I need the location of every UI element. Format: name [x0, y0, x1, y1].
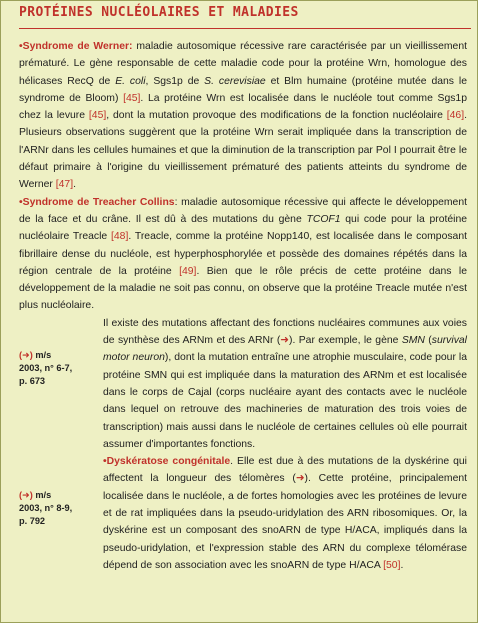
text-run: . La protéine Wrn est localisée dans le nucléole tout comme Sgs1p chez la levure	[19, 92, 467, 122]
treacher-paragraph	[19, 194, 467, 315]
werner-paragraph	[19, 38, 467, 194]
margin-note-line: 2003, n° 8-9,	[19, 503, 73, 514]
werner-term: Syndrome de Werner:	[22, 41, 133, 52]
reference-48[interactable]: [48]	[111, 231, 129, 243]
arrow-icon: (➜)	[19, 349, 33, 360]
bullet: •	[19, 196, 23, 208]
gene-name: TCOF1	[306, 213, 341, 225]
text-run: ). Par exemple, le gène	[289, 335, 402, 347]
arrow-icon[interactable]: ➜	[280, 335, 290, 347]
text-run: .	[73, 179, 76, 191]
text-run: . Elle est due à des mutations de la dyskérine qui affectent la longueur des télomères (	[103, 456, 467, 485]
dyskeratose-term: Dyskératose congénitale	[106, 456, 231, 468]
reference-47[interactable]: [47]	[55, 179, 74, 191]
reference-49[interactable]: [49]	[179, 265, 197, 277]
text-run: . Plusieurs observations suggèrent que la protéine Wrn serait impliquée dans la transcription de l'ARNr dans les cellules humaines et que la diminution de la transcription par Pol I pourrait être le défaut primaire à l'origine du vieillissement prématuré des patients atteints du syndrome de Werner	[19, 110, 467, 191]
species-name: S. cerevisiae	[204, 75, 266, 87]
text-run: et Blm humaine (protéine mutée dans le syndrome de Bloom)	[19, 75, 468, 104]
margin-note-line: p. 792	[19, 516, 46, 527]
text-run: . Treacle, comme la protéine Nopp140, est localisée dans le composant fibrillaire dense du nucléole, est hyperphosphorylée et possède des domaines répétés dans la région centrale de la protéine	[19, 231, 468, 277]
text-run: .	[400, 559, 404, 571]
treacher-term: Syndrome de Treacher Collins	[22, 196, 175, 208]
margin-note-line: m/s	[32, 490, 52, 501]
text-run: qui code pour la protéine nucléolaire Treacle	[19, 213, 468, 243]
reference-45[interactable]: [45]	[88, 110, 107, 122]
bullet: •	[19, 41, 23, 52]
text-run: : maladie autosomique récessive qui affecte le développement de la face et du crâne. Il est dû à des mutations du gène	[19, 196, 467, 225]
text-run: , dont la mutation provoque des modifications de la fonction nucléolaire	[106, 110, 447, 122]
gene-full-name: survival motor neuron	[103, 335, 467, 364]
gene-name: SMN	[401, 335, 425, 347]
text-run: ). Cette protéine, principalement localisée dans le nucléole, a de fortes homologies avec les protéines de levure et de rat impliquées dans la pseudo-uridylation des ARN ribosomiques. Or, la dyskérine est un composant des snoARN de type H/ACA, impliqués dans la pseudo-uridylation, et l'expression stable des ARN du complexe télomérase dépend de son association avec les snoARN de type H/ACA	[103, 473, 468, 571]
box-body	[19, 38, 467, 574]
species-name: E. coli	[115, 75, 146, 87]
text-run: ), dont la mutation entraîne une atrophie musculaire, code pour la protéine SMN qui est impliquée dans la maturation des ARNm et est localisée dans le corps de Cajal (corps nucléaire ayant des contacts avec le nucléole dans lequel on retrouve des machineries de maturation des trois voies de transcription) mais aussi dans le nucléole de certaines cellules où elle pourrait assumer d'importantes fonctions.	[103, 352, 467, 450]
text-run: maladie autosomique récessive rare caractérisée par un vieillissement prématuré. Le gène responsable de cette maladie code pour la protéine Wrn, homologue des hélicases RecQ de	[19, 41, 467, 87]
reference-50[interactable]: [50]	[383, 559, 401, 571]
arrow-icon: (➜)	[19, 490, 33, 501]
margin-note-line: p. 673	[19, 375, 46, 386]
text-run: , Sgs1p de	[145, 75, 205, 87]
margin-note-ms-673[interactable]	[19, 315, 103, 437]
reference-45[interactable]: [45]	[123, 92, 141, 104]
margin-note-line: m/s	[32, 349, 52, 360]
box-title: PROTÉINES NUCLÉOLAIRES ET MALADIES	[19, 5, 299, 20]
margin-note-ms-792[interactable]	[19, 453, 103, 569]
arrow-icon[interactable]: ➜	[295, 473, 305, 485]
reference-46[interactable]: [46]	[446, 110, 465, 122]
margin-note-line: 2003, n° 6-7,	[19, 362, 73, 373]
text-run: . Bien que le rôle précis de cette protéine dans le développement de la maladie ne soit pas connu, on observe que la protéine Treacle mutée n'est plus nucléolaire.	[19, 265, 467, 312]
title-rule	[19, 28, 471, 29]
text-run: (	[424, 335, 432, 347]
bullet: •	[103, 456, 107, 468]
text-run: Il existe des mutations affectant des fonctions nucléaires communes aux voies de synthèse des ARNm et des ARNr (	[103, 317, 467, 347]
